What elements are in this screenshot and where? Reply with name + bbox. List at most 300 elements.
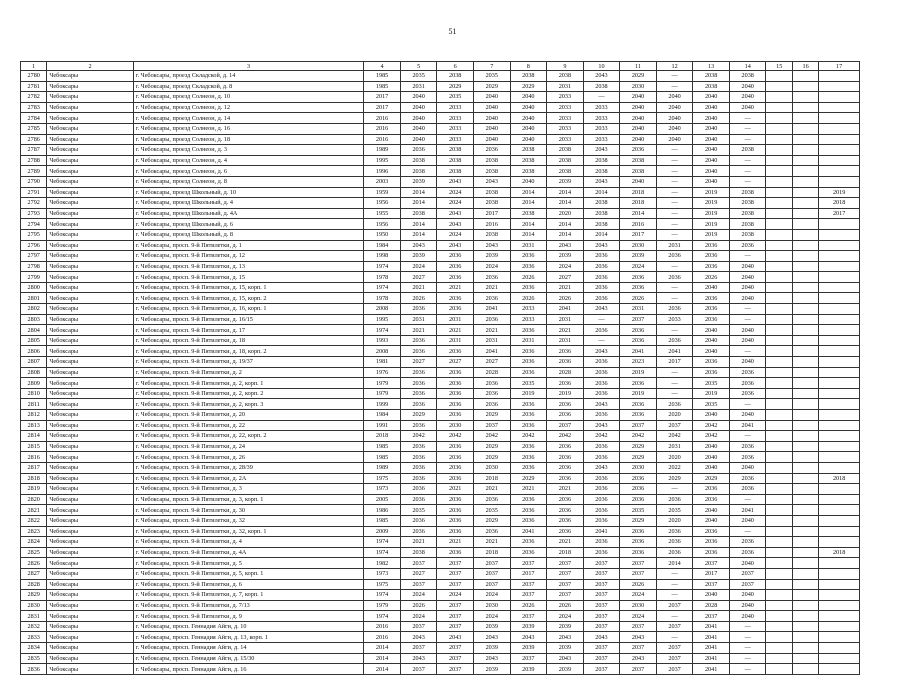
table-cell: 2017 [510,568,547,579]
table-cell: 2043 [547,240,584,251]
table-cell: 2037 [437,568,474,579]
table-cell: Чебоксары [47,621,133,632]
table-cell: г. Чебоксары, просп. 9-й Пятилетки, д. 7/13 [133,600,364,611]
table-cell [766,410,792,421]
table-cell: г. Чебоксары, просп. Геннадия Айги, д. 16 [133,664,364,675]
table-cell: 2036 [729,473,766,484]
table-cell [792,568,818,579]
table-cell: 2040 [473,92,510,103]
table-cell: 2021 [473,325,510,336]
table-cell: Чебоксары [47,378,133,389]
table-cell: 2021 [437,484,474,495]
table-cell: Чебоксары [47,664,133,675]
table-cell: 2019 [693,187,730,198]
table-cell [819,632,860,643]
table-cell: 2040 [693,92,730,103]
table-cell: 2043 [583,176,620,187]
table-cell: 2024 [620,261,657,272]
table-cell: 2019 [620,367,657,378]
table-cell: 2018 [620,187,657,198]
table-cell: 2040 [729,102,766,113]
table-cell: 2037 [437,621,474,632]
table-cell: 2014 [510,198,547,209]
table-cell: 2037 [620,420,657,431]
table-cell [792,537,818,548]
table-cell: 2037 [693,558,730,569]
table-cell: 1996 [364,166,401,177]
table-cell: 2041 [473,304,510,315]
table-cell: 2040 [693,166,730,177]
table-cell: 2037 [400,621,437,632]
table-row [21,537,860,548]
table-cell: 2036 [437,399,474,410]
table-cell: 2014 [510,229,547,240]
table-cell [766,145,792,156]
table-cell [792,357,818,368]
table-cell: 2036 [583,484,620,495]
table-cell: 2040 [620,134,657,145]
table-cell: 2036 [400,388,437,399]
table-cell: Чебоксары [47,240,133,251]
table-cell: 2029 [473,452,510,463]
table-cell: 2039 [620,251,657,262]
table-cell: 2031 [547,81,584,92]
table-cell: 2043 [620,632,657,643]
table-cell [766,526,792,537]
table-cell: г. Чебоксары, проезд Солнеон, д. 14 [133,113,364,124]
table-cell: 2036 [547,452,584,463]
table-cell [766,420,792,431]
table-cell: 2035 [693,378,730,389]
table-cell: 2038 [729,71,766,82]
table-cell: 2826 [21,558,47,569]
table-cell: 2040 [693,134,730,145]
table-cell: 2043 [547,632,584,643]
table-cell: Чебоксары [47,494,133,505]
table-cell: 2029 [510,473,547,484]
table-cell: Чебоксары [47,293,133,304]
table-row [21,441,860,452]
table-cell: г. Чебоксары, просп. 9-й Пятилетки, д. 32, корп. 1 [133,526,364,537]
table-cell: 2043 [437,176,474,187]
table-row [21,176,860,187]
table-cell: 2036 [400,378,437,389]
table-cell: 2038 [437,145,474,156]
table-cell: 2039 [547,251,584,262]
table-cell: 2038 [437,155,474,166]
column-number: 17 [819,62,860,71]
table-cell: 2021 [400,282,437,293]
table-cell: 2043 [437,240,474,251]
table-cell: 1999 [364,399,401,410]
table-cell [766,293,792,304]
table-cell: 2041 [473,346,510,357]
table-cell: — [656,579,693,590]
table-cell: г. Чебоксары, просп. 9-й Пятилетки, д. 26 [133,452,364,463]
table-cell: 2021 [473,537,510,548]
table-cell: 2037 [656,653,693,664]
table-cell: 2037 [583,643,620,654]
table-cell: 2801 [21,293,47,304]
table-cell: 2036 [656,547,693,558]
table-cell: 2035 [656,505,693,516]
table-cell: 2030 [620,81,657,92]
table-row [21,653,860,664]
table-cell: Чебоксары [47,176,133,187]
table-cell: 2043 [583,399,620,410]
table-cell: 2030 [620,462,657,473]
table-cell: — [729,632,766,643]
table-cell: 1985 [364,515,401,526]
table-cell: 2040 [729,92,766,103]
table-cell: 1985 [364,441,401,452]
table-cell: 2796 [21,240,47,251]
table-cell: 2017 [473,208,510,219]
table-cell: Чебоксары [47,81,133,92]
table-cell: 2035 [473,505,510,516]
table-cell: — [656,388,693,399]
table-cell [792,272,818,283]
table-cell [819,462,860,473]
table-row [21,378,860,389]
table-cell: г. Чебоксары, просп. Геннадия Айги, д. 13, корп. 1 [133,632,364,643]
table-cell: 2036 [547,378,584,389]
table-cell: 2037 [693,611,730,622]
table-cell [819,590,860,601]
table-cell: 2036 [620,537,657,548]
table-cell: 2024 [473,590,510,601]
table-cell [819,92,860,103]
table-cell: 2040 [693,441,730,452]
table-row [21,261,860,272]
table-cell: г. Чебоксары, просп. 9-й Пятилетки, д. 5, корп. 1 [133,568,364,579]
table-cell: 2037 [473,420,510,431]
table-cell [792,547,818,558]
table-cell: 2033 [656,314,693,325]
table-cell [819,367,860,378]
table-cell: г. Чебоксары, просп. 9-й Пятилетки, д. 2 [133,367,364,378]
table-cell: 2041 [693,643,730,654]
table-cell: — [583,335,620,346]
table-cell [792,420,818,431]
table-cell: 2019 [693,229,730,240]
table-cell: 1974 [364,547,401,558]
table-cell: 2036 [400,462,437,473]
table-cell: 2040 [400,102,437,113]
table-cell: 2036 [437,304,474,315]
table-cell: 2026 [547,293,584,304]
table-cell: 2036 [583,388,620,399]
table-cell: — [729,134,766,145]
table-cell [766,632,792,643]
table-cell [819,102,860,113]
table-cell: г. Чебоксары, просп. 9-й Пятилетки, д. 16, корп. 1 [133,304,364,315]
table-cell: 2030 [437,420,474,431]
table-cell: 2042 [510,431,547,442]
table-cell [792,113,818,124]
table-cell: 2029 [620,452,657,463]
table-cell: 2043 [583,462,620,473]
table-cell [766,219,792,230]
table-cell: Чебоксары [47,526,133,537]
table-row [21,325,860,336]
table-cell [766,198,792,209]
table-cell: 2036 [620,282,657,293]
table-cell: 2019 [510,388,547,399]
table-cell: 2038 [473,198,510,209]
table-cell [819,399,860,410]
table-row [21,579,860,590]
table-cell: — [729,526,766,537]
table-cell [792,145,818,156]
table-cell: 2029 [656,473,693,484]
table-cell: 2041 [693,632,730,643]
table-row [21,346,860,357]
table-cell [766,187,792,198]
table-cell: 2043 [473,240,510,251]
table-cell: 2036 [400,441,437,452]
table-cell [819,282,860,293]
table-cell: 2790 [21,176,47,187]
table-cell: 2794 [21,219,47,230]
table-cell: 2036 [656,272,693,283]
table-cell: 2037 [656,420,693,431]
table-row [21,166,860,177]
column-number: 6 [437,62,474,71]
table-cell: 2040 [729,600,766,611]
table-cell: 1989 [364,462,401,473]
table-cell: 2038 [583,155,620,166]
table-cell: 2040 [729,261,766,272]
table-cell: 2036 [583,272,620,283]
table-cell [819,420,860,431]
table-cell [819,251,860,262]
table-cell: 2033 [583,113,620,124]
table-cell: 2018 [819,473,860,484]
table-row [21,494,860,505]
table-cell: 2036 [400,346,437,357]
table-cell: 2036 [583,367,620,378]
table-cell: 2040 [693,113,730,124]
table-cell: 2836 [21,664,47,675]
table-cell: 2788 [21,155,47,166]
table-cell: 2036 [583,282,620,293]
table-cell: 2037 [583,568,620,579]
table-cell [766,261,792,272]
table-cell: 2014 [364,653,401,664]
column-number: 9 [547,62,584,71]
table-cell [792,219,818,230]
table-cell: — [656,155,693,166]
table-cell: 2030 [473,462,510,473]
table-cell: 2782 [21,92,47,103]
table-cell: 2036 [437,272,474,283]
table-cell: 2793 [21,208,47,219]
table-cell: 2789 [21,166,47,177]
table-cell [792,664,818,675]
table-cell: 2036 [547,346,584,357]
table-cell: — [656,208,693,219]
table-cell: 2037 [437,579,474,590]
table-cell: 2036 [583,505,620,516]
table-cell: 2043 [583,632,620,643]
table-cell: 2036 [583,537,620,548]
table-cell: 2035 [693,399,730,410]
table-cell: 2804 [21,325,47,336]
table-row [21,81,860,92]
table-cell: 2038 [400,166,437,177]
table-cell: 2036 [400,473,437,484]
table-row [21,187,860,198]
table-cell: 2005 [364,494,401,505]
table-cell [766,494,792,505]
table-cell [766,229,792,240]
table-cell: 2024 [437,229,474,240]
table-cell: 2036 [510,325,547,336]
table-cell [792,166,818,177]
table-cell: 2014 [547,198,584,209]
table-cell [792,452,818,463]
table-cell: 2780 [21,71,47,82]
table-cell [792,123,818,134]
table-cell: 2037 [437,664,474,675]
table-cell: 2027 [547,272,584,283]
table-cell: 2036 [510,367,547,378]
table-cell: 2043 [583,240,620,251]
table-cell: 2043 [400,632,437,643]
table-cell: Чебоксары [47,367,133,378]
table-cell: 1975 [364,579,401,590]
table-cell: 2038 [583,166,620,177]
table-cell [766,81,792,92]
table-cell: — [656,166,693,177]
table-cell: 2035 [400,71,437,82]
table-cell [766,325,792,336]
table-cell: г. Чебоксары, просп. Геннадия Айги, д. 10 [133,621,364,632]
table-cell: 2040 [510,113,547,124]
table-cell: 2036 [693,547,730,558]
table-cell: 2031 [400,314,437,325]
table-cell [792,198,818,209]
table-cell: 2036 [583,325,620,336]
table-cell: 2040 [693,155,730,166]
table-cell: 2038 [729,208,766,219]
table-cell: 2037 [583,611,620,622]
table-cell: г. Чебоксары, проезд Солнеон, д. 3 [133,145,364,156]
table-cell: 2036 [437,473,474,484]
table-cell: 2038 [547,155,584,166]
table-cell [792,526,818,537]
table-cell: 2019 [693,198,730,209]
table-cell: 1985 [364,71,401,82]
table-cell: 2021 [510,484,547,495]
table-cell: 2040 [656,92,693,103]
table-cell: 2827 [21,568,47,579]
table-cell: 2813 [21,420,47,431]
table-cell: 2040 [729,515,766,526]
table-cell: 2040 [620,102,657,113]
table-cell: 2036 [510,537,547,548]
table-cell: 2033 [437,123,474,134]
table-cell: г. Чебоксары, просп. 9-й Пятилетки, д. 15, корп. 1 [133,282,364,293]
table-cell: 2039 [473,664,510,675]
table-cell: 2036 [400,335,437,346]
table-cell: 2036 [400,145,437,156]
table-row [21,367,860,378]
table-row [21,123,860,134]
table-cell: г. Чебоксары, просп. 9-й Пятилетки, д. 7, корп. 1 [133,590,364,601]
table-cell: 2027 [437,357,474,368]
table-cell: 2039 [400,176,437,187]
table-cell: 2040 [693,590,730,601]
table-cell [766,251,792,262]
table-cell: 2039 [473,621,510,632]
table-row [21,92,860,103]
table-cell: 2036 [656,526,693,537]
table-cell [819,229,860,240]
table-cell [792,410,818,421]
table-cell: 2819 [21,484,47,495]
table-row [21,229,860,240]
table-cell: Чебоксары [47,92,133,103]
table-cell: 2036 [656,304,693,315]
table-cell [766,367,792,378]
table-cell: 2800 [21,282,47,293]
table-cell: 2038 [510,71,547,82]
table-cell: Чебоксары [47,155,133,166]
table-row [21,462,860,473]
table-cell: — [656,632,693,643]
table-cell: Чебоксары [47,420,133,431]
table-row [21,420,860,431]
table-row [21,155,860,166]
table-cell [819,621,860,632]
table-cell: 2038 [547,145,584,156]
table-cell: 2799 [21,272,47,283]
table-cell: 2040 [729,282,766,293]
table-cell: 2037 [437,611,474,622]
table-cell: 2036 [620,484,657,495]
table-cell: 2040 [510,92,547,103]
table-cell: Чебоксары [47,505,133,516]
table-cell: 2037 [620,621,657,632]
table-cell: 2038 [583,208,620,219]
table-cell: г. Чебоксары, просп. 9-й Пятилетки, д. 4 [133,537,364,548]
table-cell: 2043 [583,71,620,82]
table-cell: г. Чебоксары, проезд Солнеон, д. 4 [133,155,364,166]
table-cell: 2036 [583,261,620,272]
table-cell: 2036 [510,282,547,293]
table-cell: 1974 [364,537,401,548]
table-cell: 2036 [656,537,693,548]
table-cell [792,314,818,325]
table-cell: 2021 [473,484,510,495]
table-row [21,113,860,124]
table-cell: 2035 [510,378,547,389]
table-cell: г. Чебоксары, просп. 9-й Пятилетки, д. 18 [133,335,364,346]
table-cell [766,102,792,113]
table-cell: 2041 [620,346,657,357]
table-cell: 2036 [510,452,547,463]
table-cell: 2036 [620,335,657,346]
table-cell: 2037 [620,643,657,654]
table-cell: 2036 [510,505,547,516]
table-cell: г. Чебоксары, проезд Солнеон, д. 12 [133,102,364,113]
table-cell: 2040 [729,272,766,283]
table-cell: 2031 [547,335,584,346]
table-cell [819,81,860,92]
table-cell: 2040 [693,176,730,187]
